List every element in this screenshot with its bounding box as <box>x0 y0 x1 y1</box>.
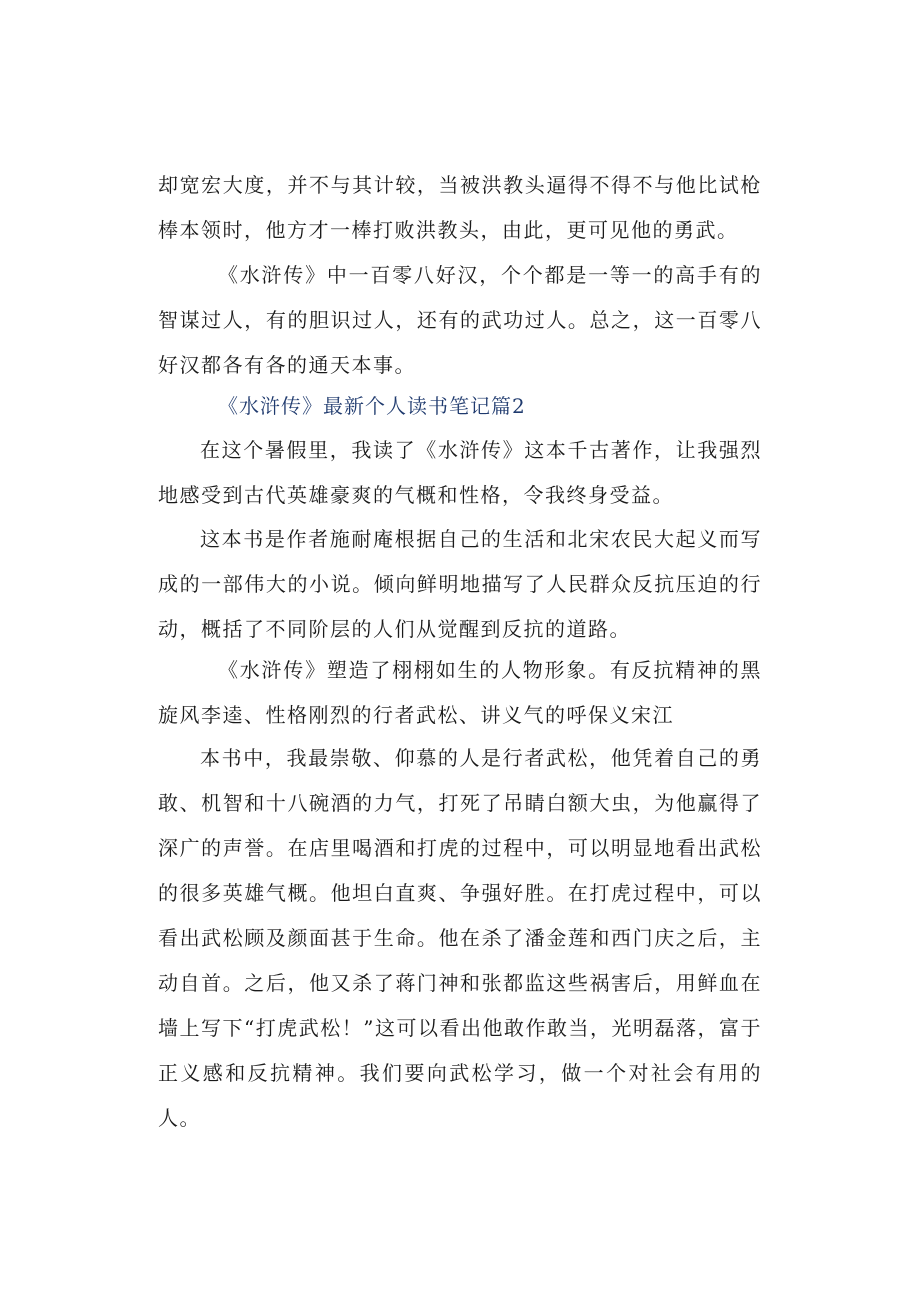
paragraph-1: 却宽宏大度，并不与其计较，当被洪教头逼得不得不与他比试枪棒本领时，他方才一棒打败洪教头，由此，更可见他的勇武。 <box>158 173 762 242</box>
paragraph-5: 《水浒传》塑造了栩栩如生的人物形象。有反抗精神的黑旋风李逵、性格刚烈的行者武松、讲义气的呼保义宋江 <box>158 658 762 727</box>
paragraph-6: 本书中，我最崇敬、仰慕的人是行者武松，他凭着自己的勇敢、机智和十八碗酒的力气，打死了吊睛白额大虫，为他赢得了深广的声誉。在店里喝酒和打虎的过程中，可以明显地看出武松的很多英雄气概。他坦白直爽、争强好胜。在打虎过程中，可以看出武松顾及颜面甚于生命。他在杀了潘金莲和西门庆之后，主动自首。之后，他又杀了蒋门神和张都监这些祸害后，用鲜血在墙上写下“打虎武松！”这可以看出他敢作敢当，光明磊落，富于正义感和反抗精神。我们要向武松学习，做一个对社会有用的人。 <box>158 746 762 1130</box>
paragraph-3: 在这个暑假里，我读了《水浒传》这本千古著作，让我强烈地感受到古代英雄豪爽的气概和性格，令我终身受益。 <box>158 438 762 507</box>
section-heading: 《水浒传》最新个人读书笔记篇2 <box>218 394 526 418</box>
paragraph-4: 这本书是作者施耐庵根据自己的生活和北宋农民大起义而写成的一部伟大的小说。倾向鲜明地描写了人民群众反抗压迫的行动，概括了不同阶层的人们从觉醒到反抗的道路。 <box>158 527 762 641</box>
paragraph-2: 《水浒传》中一百零八好汉，个个都是一等一的高手有的智谋过人，有的胆识过人，还有的武功过人。总之，这一百零八好汉都各有各的通天本事。 <box>158 263 762 377</box>
